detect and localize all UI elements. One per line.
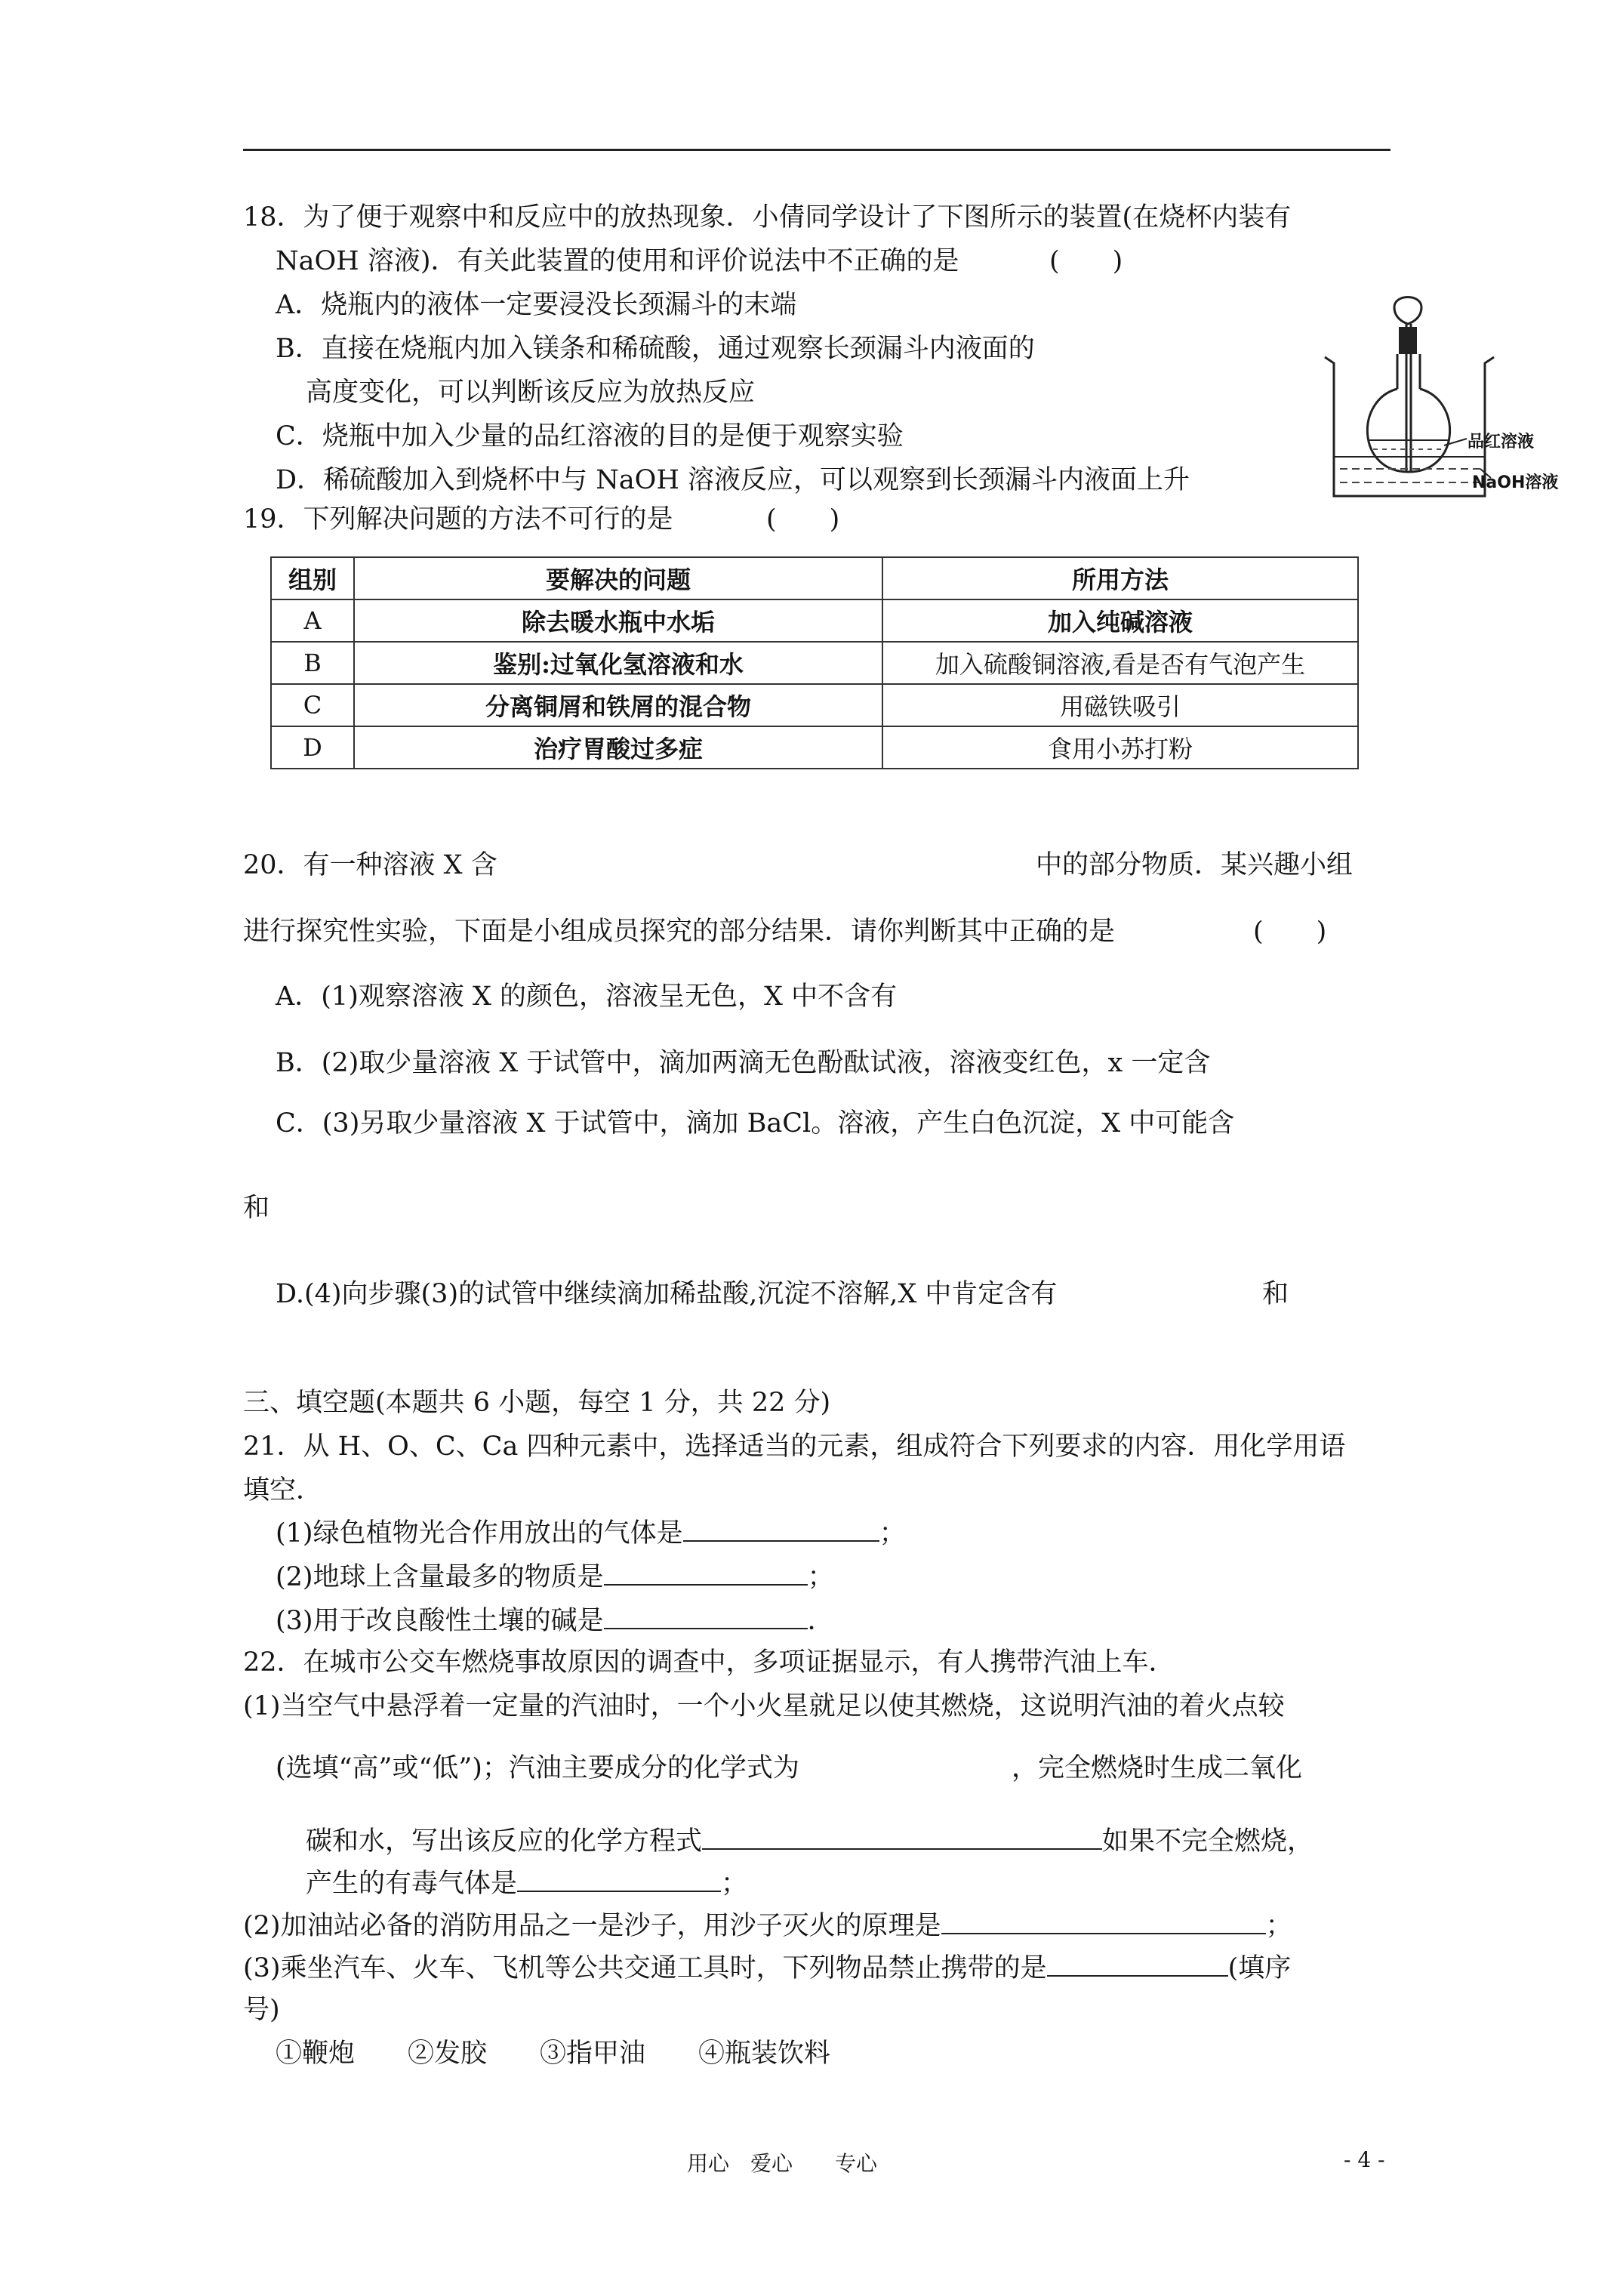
table-cell-group: B xyxy=(271,642,354,684)
q22-sub2 xyxy=(243,1907,1292,1943)
q22-toxic-gas-blank[interactable] xyxy=(517,1865,721,1892)
q21-sub3-end: ． xyxy=(807,1606,834,1636)
table-cell-problem: 分离铜屑和铁屑的混合物 xyxy=(354,684,882,726)
q22-sub3-end: (填序 xyxy=(1227,1953,1292,1983)
q22-sub3-cont: 号) xyxy=(243,1995,280,2025)
q20-line1-start: 20．有一种溶液 X 含 xyxy=(243,850,497,880)
q22-sub2-text: (2)加油站必备的消防用品之一是沙子，用沙子灭火的原理是 xyxy=(243,1911,941,1941)
q20-line1-end: 中的部分物质．某兴趣小组 xyxy=(1036,850,1354,880)
q20-option-b: B．(2)取少量溶液 X 于试管中，滴加两滴无色酚酞试液，溶液变红色，x 一定含 xyxy=(276,1048,1211,1078)
q21-sub3-text: (3)用于改良酸性土壤的碱是 xyxy=(276,1606,604,1636)
header-rule xyxy=(243,149,1390,151)
q22-sub1-line2-end: ，完全燃烧时生成二氧化 xyxy=(1012,1753,1303,1783)
q22-items: ①鞭炮 ②发胶 ③指甲油 ④瓶装饮料 xyxy=(276,2039,831,2069)
q21-sub1-end: ； xyxy=(879,1518,906,1549)
q21-line2: 填空． xyxy=(243,1475,323,1505)
q20-option-c-cont: 和 xyxy=(243,1193,270,1223)
table-header-problem: 要解决的问题 xyxy=(354,557,882,599)
q21-sub1 xyxy=(276,1515,906,1550)
q18-line1: 18．为了便于观察中和反应中的放热现象．小倩同学设计了下图所示的装置(在烧杯内装有 xyxy=(243,202,1292,233)
q21-sub3-blank[interactable] xyxy=(604,1602,808,1629)
table-row xyxy=(271,599,1358,642)
q20-option-d: D.(4)向步骤(3)的试管中继续滴加稀盐酸,沉淀不溶解,X 中肯定含有 xyxy=(276,1279,1058,1309)
table-header-row xyxy=(271,557,1358,599)
q22-sub1-line4-end: ； xyxy=(721,1869,748,1899)
q21-sub1-blank[interactable] xyxy=(683,1515,879,1542)
figure-label-pinhong: 品红溶液 xyxy=(1467,433,1535,451)
q20-option-c: C．(3)另取少量溶液 X 于试管中，滴加 BaCl。溶液，产生白色沉淀，X 中可能含 xyxy=(276,1108,1235,1139)
table-header-group: 组别 xyxy=(271,557,354,599)
q22-sub2-end: ； xyxy=(1265,1911,1292,1941)
q18-option-a: A．烧瓶内的液体一定要浸没长颈漏斗的末端 xyxy=(276,290,797,320)
q20-option-d-cont: 和 xyxy=(1262,1279,1289,1309)
table-cell-problem: 鉴别:过氧化氢溶液和水 xyxy=(354,642,882,684)
q21-sub2-end: ； xyxy=(807,1562,834,1592)
table-cell-method: 食用小苏打粉 xyxy=(882,726,1358,769)
table-cell-method: 加入纯碱溶液 xyxy=(882,599,1358,642)
q22-sub1-line2: (选填“高”或“低”)；汽油主要成分的化学式为 xyxy=(276,1753,799,1783)
q22-sub1-line3-end: 如果不完全燃烧， xyxy=(1102,1826,1314,1857)
q19-answer-paren: ( ) xyxy=(766,504,840,535)
q21-sub2-text: (2)地球上含量最多的物质是 xyxy=(276,1562,604,1592)
q22-sub3-text: (3)乘坐汽车、火车、飞机等公共交通工具时，下列物品禁止携带的是 xyxy=(243,1953,1047,1983)
q21-sub2-blank[interactable] xyxy=(604,1558,808,1586)
table-row xyxy=(271,726,1358,769)
table-cell-group: C xyxy=(271,684,354,726)
table-row xyxy=(271,642,1358,684)
q22-sub1-line4 xyxy=(306,1865,747,1900)
table-cell-group: A xyxy=(271,599,354,642)
q21-sub2 xyxy=(276,1558,834,1594)
table-cell-group: D xyxy=(271,726,354,769)
table-header-method: 所用方法 xyxy=(882,557,1358,599)
table-row xyxy=(271,684,1358,726)
q18-option-c: C．烧瓶中加入少量的品红溶液的目的是便于观察实验 xyxy=(276,421,904,451)
q22-sub1-line3 xyxy=(306,1823,1313,1858)
page-number: - 4 - xyxy=(1344,2147,1385,2172)
q22-equation-blank[interactable] xyxy=(702,1823,1102,1850)
q20-line2: 进行探究性实验，下面是小组成员探究的部分结果．请你判断其中正确的是 xyxy=(243,917,1116,947)
q18-line2: NaOH 溶液)．有关此装置的使用和评价说法中不正确的是 xyxy=(276,246,959,276)
q18-option-b-line1: B．直接在烧瓶内加入镁条和稀硫酸，通过观察长颈漏斗内液面的 xyxy=(276,334,1035,364)
q19-stem: 19．下列解决问题的方法不可行的是 xyxy=(243,504,673,535)
q22-line1: 22．在城市公交车燃烧事故原因的调查中，多项证据显示，有人携带汽油上车． xyxy=(243,1647,1175,1678)
q22-sub3-blank[interactable] xyxy=(1047,1949,1228,1977)
footer-motto: 用心 爱心 专心 xyxy=(687,2151,878,2176)
q21-line1: 21．从 H、O、C、Ca 四种元素中，选择适当的元素，组成符合下列要求的内容．用化学用语 xyxy=(243,1432,1346,1462)
q22-sub1-line1: (1)当空气中悬浮着一定量的汽油时，一个小火星就足以使其燃烧，这说明汽油的着火点较 xyxy=(243,1691,1285,1721)
q21-sub1-text: (1)绿色植物光合作用放出的气体是 xyxy=(276,1518,683,1549)
table-cell-method: 用磁铁吸引 xyxy=(882,684,1358,726)
figure-label-naoh: NaOH溶液 xyxy=(1472,473,1559,492)
q21-sub3 xyxy=(276,1602,834,1638)
q22-sub1-line3-text: 碳和水，写出该反应的化学方程式 xyxy=(306,1826,703,1857)
q22-sub2-blank[interactable] xyxy=(941,1907,1266,1934)
q18-option-d: D．稀硫酸加入到烧杯中与 NaOH 溶液反应，可以观察到长颈漏斗内液面上升 xyxy=(276,465,1190,495)
q20-option-a: A．(1)观察溶液 X 的颜色，溶液呈无色，X 中不含有 xyxy=(276,982,898,1012)
q22-sub1-line4-text: 产生的有毒气体是 xyxy=(306,1869,518,1899)
q18-answer-paren: ( ) xyxy=(1049,246,1123,276)
q18-option-b-line2: 高度变化，可以判断该反应为放热反应 xyxy=(306,378,756,408)
q19-table xyxy=(270,556,1359,769)
q22-sub3 xyxy=(243,1949,1291,1985)
q20-answer-paren: ( ) xyxy=(1253,917,1327,947)
table-cell-problem: 治疗胃酸过多症 xyxy=(354,726,882,769)
table-cell-problem: 除去暖水瓶中水垢 xyxy=(354,599,882,642)
section-3-heading: 三、填空题(本题共 6 小题，每空 1 分，共 22 分) xyxy=(243,1388,831,1418)
table-cell-method: 加入硫酸铜溶液,看是否有气泡产生 xyxy=(882,642,1358,684)
